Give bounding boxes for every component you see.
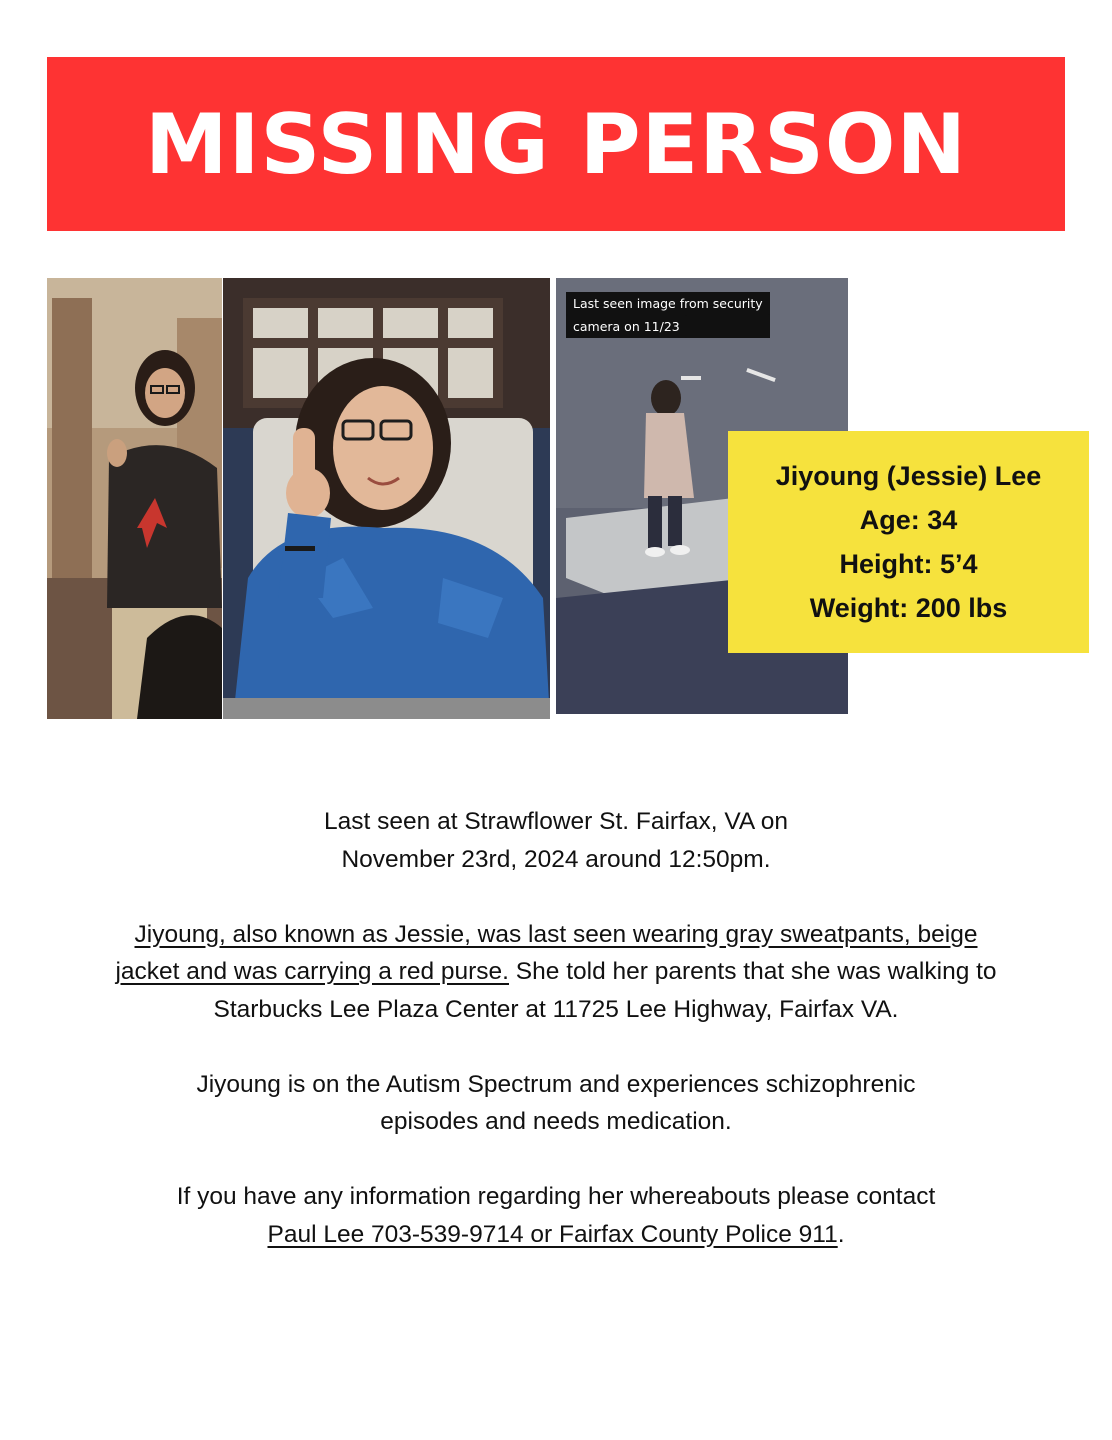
clothing-line-1: Jiyoung, also known as Jessie, was last seen wearing gray sweatpants, beige xyxy=(134,920,978,948)
banner-title: MISSING PERSON xyxy=(145,95,967,193)
photo-blue-shirt-waving xyxy=(223,278,550,719)
last-seen-line-2: November 23rd, 2024 around 12:50pm. xyxy=(341,845,771,873)
last-seen-paragraph xyxy=(30,803,1082,878)
clothing-line-2 xyxy=(30,953,1082,991)
contact-line-2 xyxy=(30,1216,1082,1254)
condition-line-1: Jiyoung is on the Autism Spectrum and experiences schizophrenic xyxy=(196,1070,916,1098)
person-weight: Weight: 200 lbs xyxy=(809,593,1008,623)
clothing-rest-text: She told her parents that she was walking to xyxy=(509,958,997,985)
condition-paragraph xyxy=(30,1066,1082,1141)
security-camera-caption xyxy=(566,292,770,338)
clothing-paragraph xyxy=(30,916,1082,1029)
contact-paragraph xyxy=(30,1178,1082,1253)
person-name: Jiyoung (Jessie) Lee xyxy=(775,461,1042,491)
flyer-body xyxy=(30,803,1082,1291)
person-age: Age: 34 xyxy=(859,505,958,535)
missing-person-banner xyxy=(47,57,1065,231)
caption-line-2: camera on 11/23 xyxy=(566,315,687,338)
caption-line-1: Last seen image from security xyxy=(566,292,770,315)
person-details-box xyxy=(728,431,1089,653)
photo-indoor-dark-sweatshirt xyxy=(47,278,222,719)
condition-line-2: episodes and needs medication. xyxy=(380,1108,732,1135)
contact-details: Paul Lee 703-539-9714 or Fairfax County Police 911 xyxy=(267,1220,838,1248)
contact-line-1: If you have any information regarding her whereabouts please contact xyxy=(176,1183,936,1210)
person-height: Height: 5’4 xyxy=(839,549,978,579)
last-seen-line-1: Last seen at Strawflower St. Fairfax, VA on xyxy=(324,808,788,835)
clothing-underlined-text: jacket and was carrying a red purse. xyxy=(115,958,509,985)
clothing-line-3: Starbucks Lee Plaza Center at 11725 Lee Highway, Fairfax VA. xyxy=(213,995,899,1023)
contact-period: . xyxy=(837,1220,845,1248)
